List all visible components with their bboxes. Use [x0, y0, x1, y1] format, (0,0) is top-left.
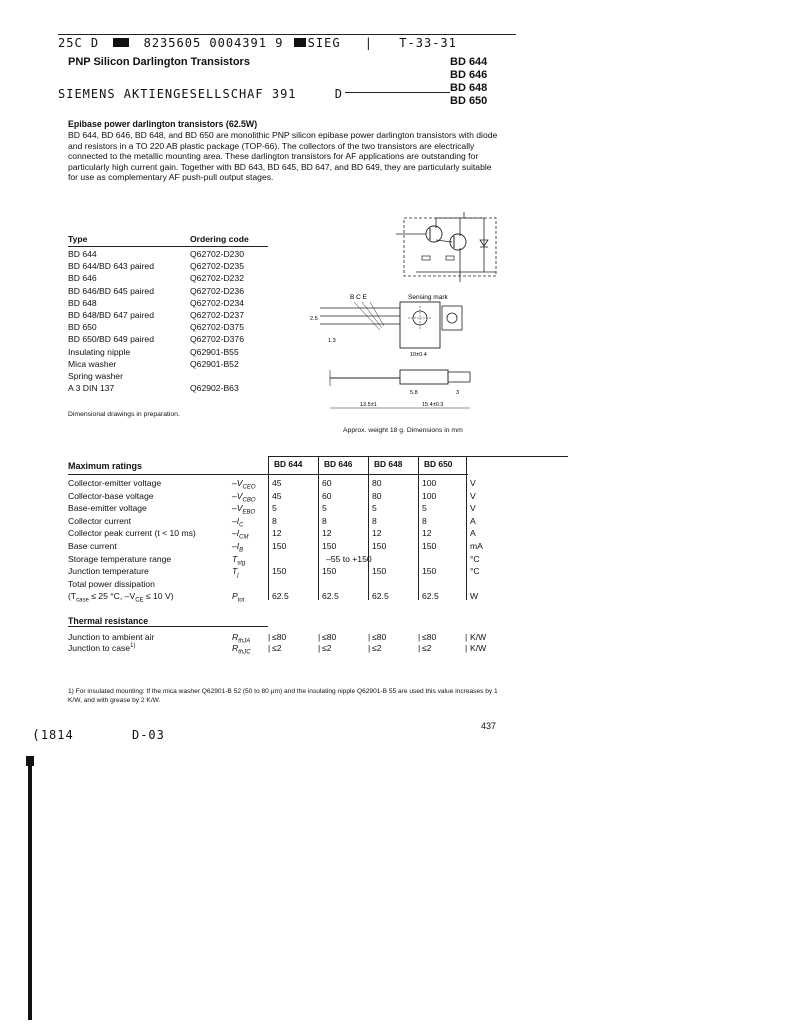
- drawing-caption: Approx. weight 18 g. Dimensions in mm: [343, 427, 463, 434]
- ratings-value: 62.5: [372, 591, 389, 602]
- ratings-param: Total power dissipation: [68, 578, 155, 589]
- ordering-type: Insulating nipple: [68, 346, 131, 357]
- ratings-symbol: $T_{stg}$: [232, 553, 246, 567]
- ratings-value: 60: [322, 478, 332, 488]
- ratings-row: [68, 541, 568, 554]
- ratings-unit: V: [470, 490, 476, 501]
- ordering-type: BD 646/BD 645 paired: [68, 285, 154, 296]
- ratings-symbol: $-I_C$: [232, 515, 244, 529]
- ratings-symbol: $-V_{CEO}$: [232, 478, 256, 491]
- ratings-value: 45: [272, 490, 282, 501]
- ratings-param: Collector-base voltage: [68, 490, 154, 501]
- ratings-row: [68, 554, 568, 567]
- thermal-row: Junction to ambient air $R_{thJA}$ | ≤80 | ≤80 | ≤80 | ≤80 | K/W: [68, 632, 487, 645]
- ratings-title: Maximum ratings: [68, 461, 143, 471]
- company-rule: [345, 92, 450, 93]
- ordering-code: Q62702-D235: [190, 261, 244, 272]
- ratings-value: 150: [422, 566, 437, 577]
- intro-body: BD 644, BD 646, BD 648, and BD 650 are monolithic PNP silicon epibase power darlington transistors with diode and resistors in a TO 220 AB plastic package (TOP-66). The collectors of the two transistors are electrically connected to the metallic mounting area. These darlington transistors for AF applications are outstanding for particularly high current gain. Together with BD 643, BD 645, BD 647, and BD 649, they are particularly suitable for use as complementary AF push-pull output stages.: [68, 130, 498, 183]
- scan-ref: T-33-31: [399, 36, 457, 50]
- thermal-value: ≤2: [372, 643, 382, 653]
- thermal-value: ≤80: [322, 632, 337, 642]
- ordering-code: Q62901-B52: [190, 358, 239, 369]
- part-number: BD 644: [450, 56, 488, 68]
- ratings-value: 150: [372, 566, 387, 577]
- sensing-mark-label: Sensing mark: [408, 294, 448, 301]
- ratings-value: 8: [272, 515, 277, 526]
- ratings-row: [68, 491, 568, 504]
- part-number: BD 648: [450, 82, 488, 94]
- dim-label: 15.4±0.3: [422, 402, 444, 408]
- company-name: SIEMENS AKTIENGESELLSCHAF: [58, 87, 264, 101]
- ordering-type: BD 650: [68, 322, 97, 333]
- ratings-value: 5: [372, 503, 377, 514]
- ordering-type: BD 644/BD 643 paired: [68, 261, 154, 272]
- ratings-unit: W: [470, 591, 479, 602]
- ratings-value: 8: [372, 515, 377, 526]
- thermal-unit: K/W: [470, 632, 487, 642]
- ratings-row: [68, 516, 568, 529]
- ratings-value: 150: [322, 566, 337, 577]
- company-line: [58, 87, 343, 101]
- scan-number: 8235605 0004391 9: [143, 36, 284, 50]
- ratings-value: 80: [372, 478, 382, 488]
- dim-label: 13.5±1: [360, 402, 377, 408]
- scan-header: 25C D 8235605 0004391 9 SIEG | T-33-31: [58, 36, 457, 50]
- ratings-param: Storage temperature range: [68, 553, 172, 564]
- ratings-col-header: BD 644: [274, 459, 303, 469]
- thermal-value: ≤2: [422, 643, 432, 653]
- ordering-code: Q62702-D375: [190, 322, 244, 333]
- ordering-row: [68, 273, 273, 285]
- ratings-value: 150: [272, 566, 287, 577]
- ordering-code: Q62702-D230: [190, 249, 244, 259]
- ratings-col-header: BD 648: [374, 459, 403, 469]
- ratings-row: [68, 478, 568, 491]
- ordering-type: BD 650/BD 649 paired: [68, 334, 154, 345]
- ordering-type: Mica washer: [68, 358, 117, 369]
- ratings-value: 62.5: [422, 591, 439, 602]
- ordering-row: [68, 286, 273, 298]
- ratings-unit: mA: [470, 540, 483, 551]
- thermal-symbol: $R_{thJA}$: [232, 632, 251, 645]
- ratings-table: [68, 456, 568, 656]
- ratings-value: 100: [422, 490, 437, 501]
- ratings-row: [68, 579, 568, 592]
- circuit-schematic: [396, 212, 502, 284]
- ratings-value: 150: [322, 540, 337, 551]
- ratings-param: Collector peak current (t < 10 ms): [68, 528, 196, 539]
- dim-label: 10±0.4: [410, 352, 427, 358]
- thermal-param: Junction to case: [68, 643, 131, 653]
- package-drawing: [310, 290, 500, 420]
- ordering-row: [68, 347, 273, 359]
- ordering-row: [68, 249, 273, 261]
- footnote: 1) For insulated mounting: If the mica washer Q62901-B 52 (50 to 80 µm) and the insulating nipple Q62901-B 55 are used this value increases by 1 K/W, and with grease by 2 K/W.: [68, 688, 498, 704]
- ordering-code: Q62702-D236: [190, 285, 244, 296]
- ratings-value: 60: [322, 490, 332, 501]
- ordering-row: [68, 261, 273, 273]
- ordering-row: [68, 383, 273, 395]
- part-number: BD 650: [450, 95, 488, 107]
- ordering-code: Q62702-D234: [190, 297, 244, 308]
- ratings-value: 150: [272, 540, 287, 551]
- ordering-type: BD 644: [68, 249, 97, 259]
- dim-label: 3: [456, 390, 460, 396]
- thermal-value: ≤80: [422, 632, 437, 642]
- ratings-row: [68, 528, 568, 541]
- ratings-value: 150: [422, 540, 437, 551]
- thermal-title: Thermal resistance: [68, 616, 149, 626]
- scan-code: 25C D: [58, 36, 100, 50]
- barcode-block-icon: [294, 38, 306, 47]
- ordering-type: BD 648/BD 647 paired: [68, 309, 154, 320]
- ordering-row: [68, 359, 273, 371]
- ratings-symbol: $P_{tot}$: [232, 591, 245, 605]
- thermal-param: Junction to ambient air: [68, 632, 155, 642]
- ratings-unit: V: [470, 503, 476, 514]
- thermal-value: ≤80: [372, 632, 387, 642]
- ratings-value: 8: [322, 515, 327, 526]
- ordering-type: BD 646: [68, 273, 97, 284]
- ratings-row: [68, 503, 568, 516]
- ordering-row: [68, 334, 273, 346]
- dim-label: 2.5: [310, 316, 318, 322]
- ratings-param: Collector-emitter voltage: [68, 478, 162, 488]
- ratings-value: 5: [272, 503, 277, 514]
- scan-sieg: SIEG: [307, 36, 341, 50]
- ratings-param: Collector current: [68, 515, 132, 526]
- ratings-symbol: $-V_{CBO}$: [232, 490, 256, 504]
- ordering-code: Q62902-B63: [190, 383, 239, 394]
- ordering-row: [68, 371, 273, 383]
- ordering-type: A 3 DIN 137: [68, 383, 115, 394]
- ratings-param: ($T_{case} \le 25$ °C, $-V_{CE} \le 10$ V): [68, 591, 174, 605]
- ratings-symbol: $T_j$: [232, 566, 239, 579]
- ordering-row: [68, 310, 273, 322]
- header-rule: [58, 34, 516, 35]
- company-d: D: [334, 87, 344, 101]
- ratings-col-header: BD 646: [324, 459, 353, 469]
- part-number: BD 646: [450, 69, 488, 81]
- ordering-row: [68, 298, 273, 310]
- ordering-col-code: Ordering code: [190, 234, 249, 244]
- ratings-value: 12: [422, 528, 432, 539]
- ordering-type: Spring washer: [68, 370, 123, 381]
- ratings-param: Junction temperature: [68, 566, 149, 577]
- ratings-value: 12: [372, 528, 382, 539]
- ordering-code: Q62702-D376: [190, 334, 244, 345]
- ratings-symbol: $-I_{CM}$: [232, 528, 249, 542]
- barcode-block-icon: [113, 38, 129, 47]
- thermal-symbol: $R_{thJC}$: [232, 643, 251, 656]
- ratings-value: 100: [422, 478, 437, 488]
- ratings-value: 5: [322, 503, 327, 514]
- ratings-symbol: $-V_{EBO}$: [232, 503, 256, 516]
- ratings-unit: A: [470, 515, 476, 526]
- thermal-value: ≤2: [322, 643, 332, 653]
- ratings-row: [68, 591, 568, 604]
- ratings-value: 5: [422, 503, 427, 514]
- ordering-row: [68, 322, 273, 334]
- scan-edge-mark: [28, 756, 32, 1020]
- dim-label: 5.8: [410, 390, 418, 396]
- ratings-unit: A: [470, 528, 476, 539]
- thermal-unit: K/W: [470, 643, 487, 653]
- ratings-value: 12: [272, 528, 282, 539]
- thermal-value: ≤80: [272, 632, 287, 642]
- ratings-unit: V: [470, 478, 476, 488]
- ratings-symbol: $-I_B$: [232, 540, 244, 554]
- footer-mid: D-03: [131, 728, 165, 742]
- page-number: 437: [481, 721, 497, 731]
- intro-heading: Epibase power darlington transistors (62.5W): [68, 119, 258, 129]
- ratings-value: 150: [372, 540, 387, 551]
- ratings-value: –55 to +150: [326, 553, 372, 564]
- thermal-row: Junction to case$^{1)}$ $R_{thJC}$ | ≤2 | ≤2 | ≤2 | ≤2 | K/W: [68, 643, 487, 656]
- ratings-param: Base-emitter voltage: [68, 503, 147, 514]
- ratings-value: 80: [372, 490, 382, 501]
- ratings-row: [68, 566, 568, 579]
- ordering-code: Q62702-D237: [190, 309, 244, 320]
- ratings-value: 62.5: [272, 591, 289, 602]
- ordering-table: [68, 234, 273, 395]
- pin-labels: B C E: [350, 294, 367, 301]
- scan-edge-mark: [26, 756, 34, 766]
- dim-label: 1.3: [328, 338, 336, 344]
- ratings-unit: °C: [470, 553, 480, 564]
- ordering-code: Q62901-B55: [190, 346, 239, 357]
- thermal-footnote-ref: 1): [130, 643, 136, 650]
- ratings-unit: °C: [470, 566, 480, 577]
- thermal-value: ≤2: [272, 643, 282, 653]
- ratings-value: 8: [422, 515, 427, 526]
- footer-code: 1814: [40, 728, 74, 742]
- part-list: [450, 56, 487, 108]
- ordering-code: Q62702-D232: [190, 273, 244, 284]
- page-title: PNP Silicon Darlington Transistors: [68, 56, 250, 68]
- ordering-note: Dimensional drawings in preparation.: [68, 411, 180, 418]
- ordering-type: BD 648: [68, 297, 97, 308]
- ratings-param: Base current: [68, 540, 117, 551]
- ratings-col-header: BD 650: [424, 459, 453, 469]
- footer-left: (1814 D-03: [32, 728, 165, 743]
- company-num: 391: [271, 87, 297, 101]
- ratings-value: 45: [272, 478, 282, 488]
- ratings-value: 62.5: [322, 591, 339, 602]
- ordering-col-type: Type: [68, 234, 88, 244]
- ratings-value: 12: [322, 528, 332, 539]
